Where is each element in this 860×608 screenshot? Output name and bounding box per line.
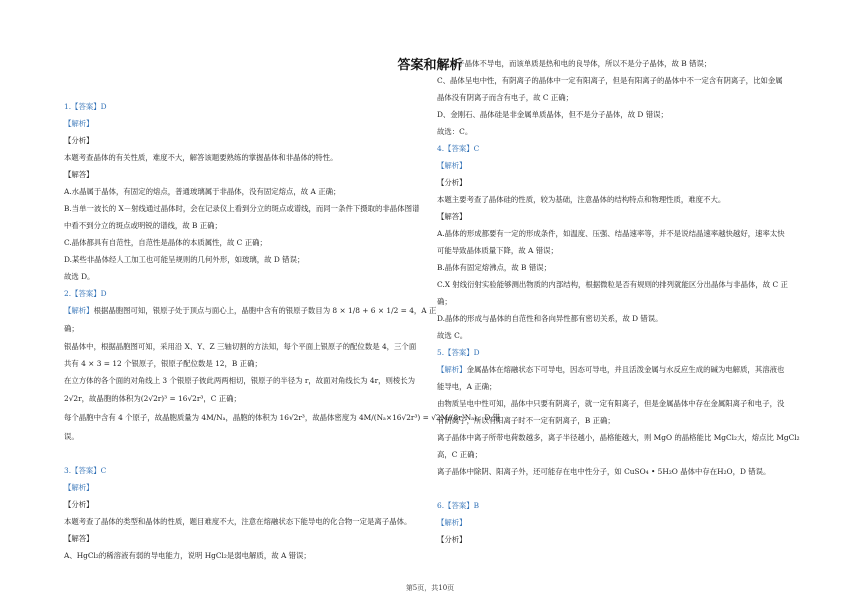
section-tag: 【解析】 — [64, 306, 94, 315]
text-line: 【解答】 — [437, 212, 467, 221]
text-line: D、金刚石、晶体硅是非金属单质晶体，但不是分子晶体，故 D 错误； — [437, 110, 668, 119]
text-line: 1.【答案】D — [64, 102, 107, 111]
text-line: 每个晶胞中含有 4 个原子，故晶胞质量为 4M/Nₐ，晶胞的体积为 16√2r³，故晶体密度为 4M/(Nₐ×16√2r³) = √2M/(8r³Nₐ)，D 错 — [64, 413, 500, 422]
text-line: 3.【答案】C — [64, 466, 107, 475]
text-line: A.水晶属于晶体，有固定的熔点，普通玻璃属于非晶体，没有固定熔点，故 A 正确； — [64, 187, 341, 196]
text-line — [64, 302, 436, 319]
text-line: 共有 4 × 3 = 12 个银原子，银原子配位数是 12，B 正确； — [64, 359, 262, 368]
text-line: C.X 射线衍射实验能够测出物质的内部结构，根据微粒是否有规则的排列就能区分出晶体与非晶体，故 C 正 — [437, 280, 788, 289]
text-line: 【分析】 — [64, 136, 94, 145]
text-line: D.某些非晶体经人工加工也可能呈规则的几何外形，如玻璃，故 D 错误； — [64, 255, 305, 264]
section-tag: 【解析】 — [437, 365, 467, 374]
text-line: 6.【答案】B — [437, 501, 480, 510]
text-line: 本题主要考查了晶体硅的性质，较为基础，注意晶体的结构特点和物理性质，难度不大。 — [437, 195, 726, 204]
text-line: C、晶体呈电中性，有阴离子的晶体中一定有阳离子，但是有阳离子的晶体中不一定含有阴离子，比如金属 — [437, 76, 783, 85]
text-line: 确； — [64, 324, 79, 333]
text-line: B、分子晶体不导电，而该单质是热和电的良导体，所以不是分子晶体，故 B 错误； — [437, 59, 712, 68]
text-line: 高，C 正确； — [437, 450, 482, 459]
text-line: 【分析】 — [64, 500, 94, 509]
text-line: 银晶体中，根据晶胞图可知，采用沿 X、Y、Z 三轴切割的方法知，每个平面上银原子的配位数是 4，三个面 — [64, 342, 417, 351]
text-line: 晶体没有阴离子而含有电子，故 C 正确； — [437, 93, 573, 102]
text-line: 在立方体的各个面的对角线上 3 个银原子彼此两两相切，银原子的半径为 r，故面对角线长为 4r，则棱长为 — [64, 376, 416, 385]
text-line: C.晶体都具有自范性，自范性是晶体的本质属性，故 C 正确； — [64, 238, 267, 247]
text-line: B.当单一波长的 X－射线通过晶体时，会在记录仪上看到分立的斑点或谱线，而同一条件下摄取的非晶体图谱 — [64, 204, 420, 213]
text-line: 【分析】 — [437, 535, 467, 544]
line-text: 根据晶胞图可知，银原子处于顶点与面心上，晶胞中含有的银原子数目为 8 × 1/8 + 6 × 1/2 = 4，A 正 — [93, 306, 437, 315]
text-line: 【解答】 — [64, 170, 94, 179]
text-line: 中看不到分立的斑点或明锐的谱线，故 B 正确； — [64, 221, 222, 230]
text-line: 本题考查了晶体的类型和晶体的性质，题目难度不大，注意在熔融状态下能导电的化合物一定是离子晶体。 — [64, 517, 412, 526]
text-line: 【解析】 — [437, 161, 467, 170]
text-line — [437, 361, 784, 378]
text-line: 本题考查晶体的有关性质，难度不大，解答该题要熟练的掌握晶体和非晶体的特性。 — [64, 153, 338, 162]
text-line: A、HgCl₂的稀溶液有弱的导电能力，说明 HgCl₂是弱电解质，故 A 错误； — [64, 551, 311, 560]
page-title: 答案和解析 — [397, 58, 463, 73]
text-line: 2.【答案】D — [64, 289, 107, 298]
text-line: 2√2r，故晶胞的体积为(2√2r)³ = 16√2r³，C 正确； — [64, 394, 241, 403]
text-line: 4.【答案】C — [437, 144, 480, 153]
text-line: B.晶体有固定熔沸点，故 B 错误； — [437, 263, 551, 272]
text-line: 故选 D。 — [64, 272, 95, 281]
line-text: 金属晶体在熔融状态下可导电，因态可导电，并且活泼金属与水反应生成的碱为电解质，其溶液也 — [466, 365, 785, 374]
text-line: 误。 — [64, 432, 79, 441]
text-line: 离子晶体中离子所带电荷数越多，离子半径越小，晶格能越大，则 MgO 的晶格能比 MgCl₂大，熔点比 MgCl₂ — [437, 433, 800, 442]
text-line: 【分析】 — [437, 178, 467, 187]
text-line: 有阴离子，所以有阳离子时不一定有阴离子，B 正确； — [437, 416, 615, 425]
text-line: 确； — [437, 297, 452, 306]
text-line: 能导电，A 正确； — [437, 382, 497, 391]
text-line: 【解析】 — [64, 119, 94, 128]
text-line: 故选 C。 — [437, 331, 468, 340]
text-line: 故选：C。 — [437, 127, 473, 136]
text-line: 由物质呈电中性可知，晶体中只要有阴离子，就一定有阳离子，但是金属晶体中存在金属阳离子和电子，没 — [437, 399, 785, 408]
page-footer: 第5页，共10页 — [405, 584, 455, 592]
text-line: 【解析】 — [64, 483, 94, 492]
text-line: 可能导致晶体质量下降，故 A 错误； — [437, 246, 558, 255]
text-line: 【解答】 — [64, 534, 94, 543]
text-line: A.晶体的形成都要有一定的形成条件，如温度、压强、结晶速率等，并不是说结晶速率越快越好，速率太快 — [437, 229, 785, 238]
text-line: 【解析】 — [437, 518, 467, 527]
text-line: 5.【答案】D — [437, 348, 480, 357]
text-line: D.晶体的形成与晶体的自范性和各向异性都有密切关系，故 D 错误。 — [437, 314, 663, 323]
text-line: 离子晶体中除阴、阳离子外，还可能存在电中性分子，如 CuSO₄ • 5H₂O 晶体中存在H₂O，D 错误。 — [437, 467, 771, 476]
